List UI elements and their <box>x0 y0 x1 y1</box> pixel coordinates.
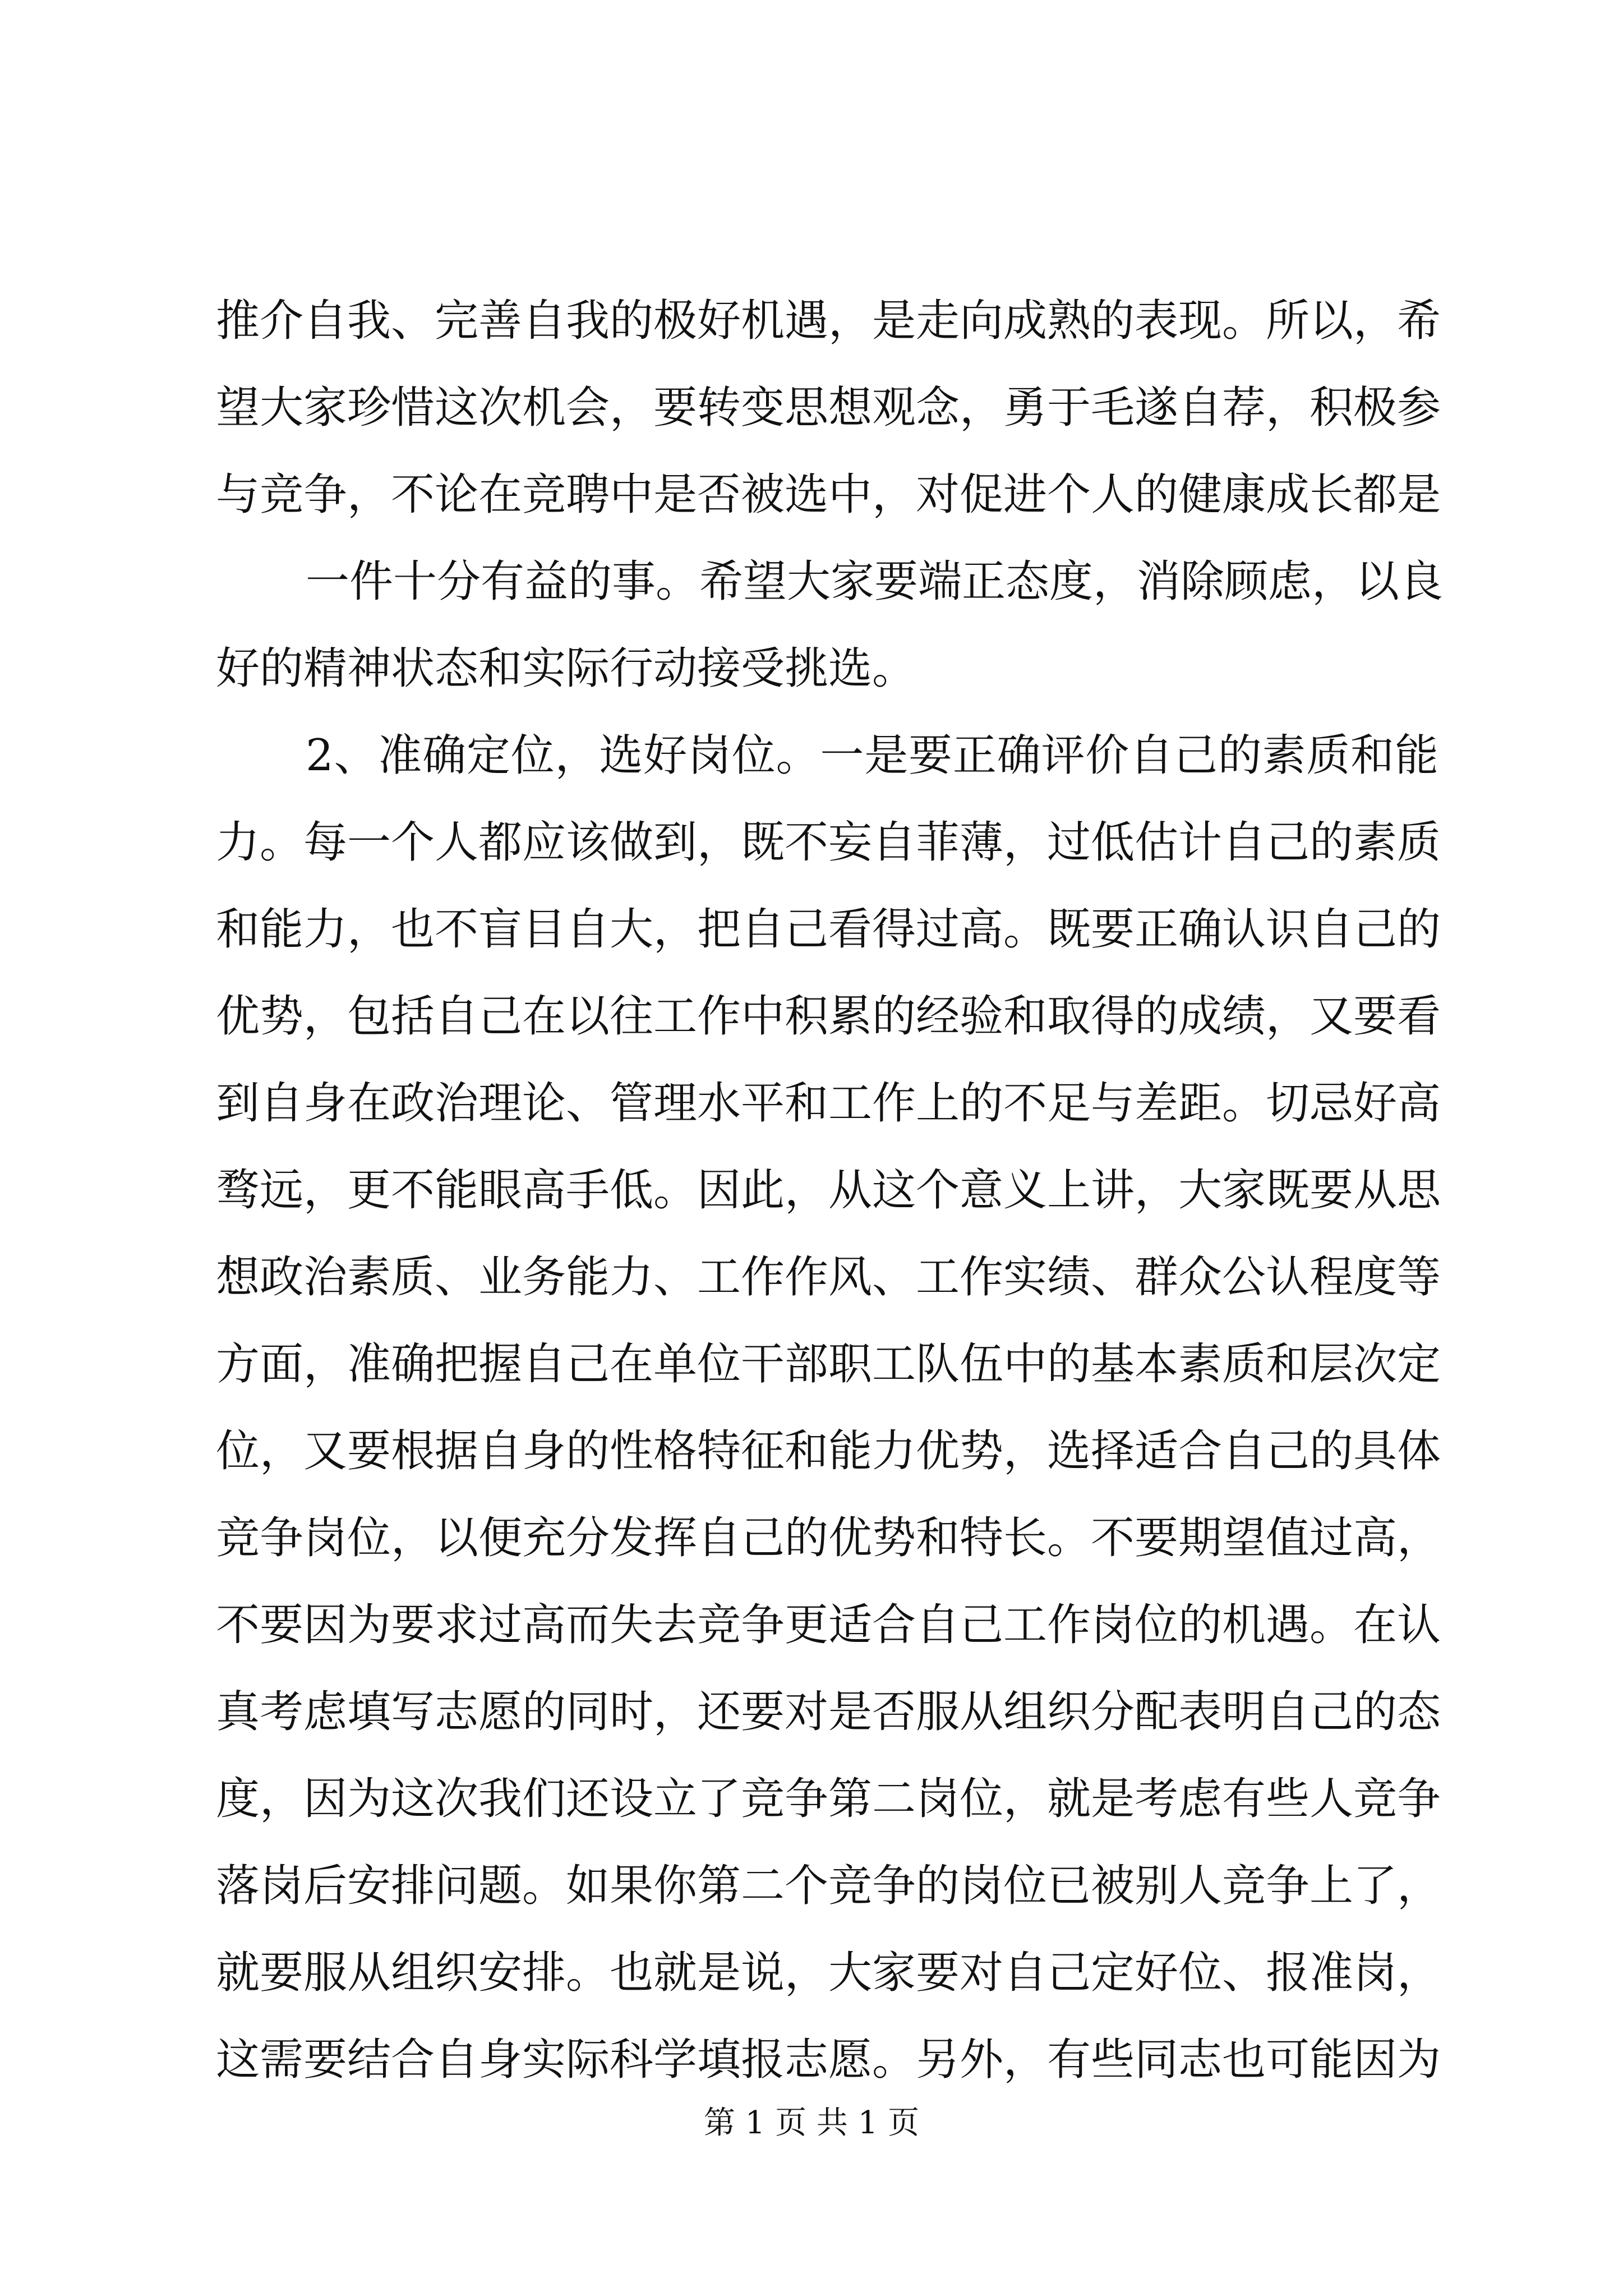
text-line: 和能力，也不盲目自大，把自己看得过高。既要正确认识自己的 <box>216 904 1441 955</box>
text-line: 一件十分有益的事。希望大家要端正态度，消除顾虑，以良 <box>306 556 1444 607</box>
page-footer: 第 1 页 共 1 页 <box>703 2105 920 2141</box>
text-line: 想政治素质、业务能力、工作作风、工作实绩、群众公认程度等 <box>216 1252 1441 1303</box>
text-line: 落岗后安排问题。如果你第二个竞争的岗位已被别人竞争上了， <box>216 1861 1441 1911</box>
text-line: 真考虑填写志愿的同时，还要对是否服从组织分配表明自己的态 <box>216 1687 1441 1737</box>
text-line: 位，又要根据自身的性格特征和能力优势，选择适合自己的具体 <box>216 1426 1441 1476</box>
text-line: 望大家珍惜这次机会，要转变思想观念，勇于毛遂自荐，积极参 <box>216 383 1441 433</box>
text-line: 力。每一个人都应该做到，既不妄自菲薄，过低估计自己的素质 <box>216 817 1441 868</box>
text-line: 推介自我、完善自我的极好机遇，是走向成熟的表现。所以，希 <box>216 296 1441 346</box>
text-line: 就要服从组织安排。也就是说，大家要对自己定好位、报准岗， <box>216 1948 1441 1998</box>
text-line: 方面，准确把握自己在单位干部职工队伍中的基本素质和层次定 <box>216 1339 1441 1389</box>
text-line: 与竞争，不论在竞聘中是否被选中，对促进个人的健康成长都是 <box>216 470 1441 520</box>
text-line: 这需要结合自身实际科学填报志愿。另外，有些同志也可能因为 <box>216 2035 1441 2085</box>
text-line: 竞争岗位，以便充分发挥自己的优势和特长。不要期望值过高， <box>216 1513 1441 1563</box>
text-line: 好的精神状态和实际行动接受挑选。 <box>216 643 916 694</box>
text-line: 优势，包括自己在以往工作中积累的经验和取得的成绩，又要看 <box>216 991 1441 1042</box>
paragraph-heading-line: 2、准确定位，选好岗位。一是要正确评价自己的素质和能 <box>306 730 1438 781</box>
text-line: 到自身在政治理论、管理水平和工作上的不足与差距。切忌好高 <box>216 1078 1441 1129</box>
text-line: 骛远，更不能眼高手低。因此，从这个意义上讲，大家既要从思 <box>216 1165 1441 1216</box>
text-line: 度，因为这次我们还设立了竞争第二岗位，就是考虑有些人竞争 <box>216 1774 1441 1824</box>
text-line: 不要因为要求过高而失去竞争更适合自己工作岗位的机遇。在认 <box>216 1600 1441 1650</box>
